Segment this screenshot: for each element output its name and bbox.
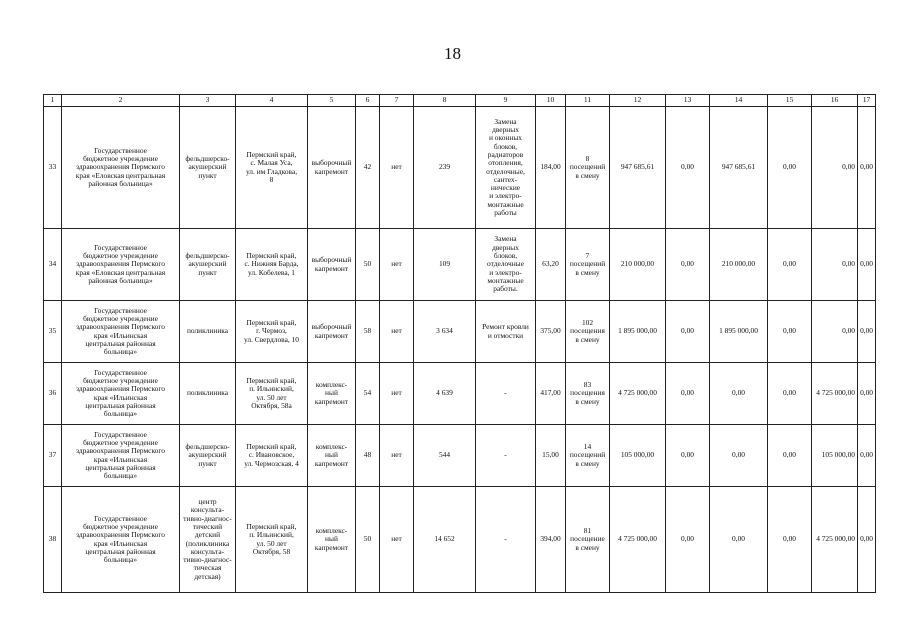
organization-name: Государственное бюджетное учреждение здравоохранения Пермского края «Ильинская центральная районная больница» — [62, 301, 180, 363]
col-16-amount: 4 725 000,00 — [812, 363, 858, 425]
col-7-value: нет — [380, 301, 414, 363]
col-17-amount: 0,00 — [858, 363, 876, 425]
col-16-amount: 105 000,00 — [812, 425, 858, 487]
facility-type: поликлиника — [180, 301, 236, 363]
repair-kind: комплекс- ный капремонт — [308, 363, 356, 425]
col-17-amount: 0,00 — [858, 107, 876, 229]
col-10-value: 375,00 — [536, 301, 566, 363]
planned-works: Замена дверных и оконных блоков, радиаторов отопления, отделочные, сантех- нические и электро- монтажные работы — [476, 107, 536, 229]
facility-address: Пермский край, с. Ивановское, ул. Чермозская, 4 — [236, 425, 308, 487]
col-17-amount: 0,00 — [858, 229, 876, 301]
column-header-4: 4 — [236, 95, 308, 107]
col-6-value: 42 — [356, 107, 380, 229]
facility-type: поликлиника — [180, 363, 236, 425]
col-17-amount: 0,00 — [858, 487, 876, 593]
visits-per-shift: 8 посещений в смену — [566, 107, 610, 229]
col-10-value: 417,00 — [536, 363, 566, 425]
col-6-value: 58 — [356, 301, 380, 363]
capital-repair-table — [43, 94, 876, 593]
row-number: 37 — [44, 425, 62, 487]
col-12-amount: 210 000,00 — [610, 229, 666, 301]
visits-per-shift: 83 посещения в смену — [566, 363, 610, 425]
col-8-value: 3 634 — [414, 301, 476, 363]
organization-name: Государственное бюджетное учреждение здравоохранения Пермского края «Еловская центральная районная больница» — [62, 229, 180, 301]
column-header-11: 11 — [566, 95, 610, 107]
col-15-amount: 0,00 — [768, 107, 812, 229]
col-6-value: 50 — [356, 487, 380, 593]
repair-kind: комплекс- ный капремонт — [308, 487, 356, 593]
col-14-amount: 210 000,00 — [710, 229, 768, 301]
repair-kind: выборочный капремонт — [308, 229, 356, 301]
col-12-amount: 105 000,00 — [610, 425, 666, 487]
organization-name: Государственное бюджетное учреждение здравоохранения Пермского края «Ильинская центральная районная больница» — [62, 425, 180, 487]
column-header-16: 16 — [812, 95, 858, 107]
col-17-amount: 0,00 — [858, 301, 876, 363]
col-6-value: 48 — [356, 425, 380, 487]
col-13-amount: 0,00 — [666, 301, 710, 363]
column-header-13: 13 — [666, 95, 710, 107]
col-16-amount: 0,00 — [812, 229, 858, 301]
col-6-value: 50 — [356, 229, 380, 301]
col-16-amount: 4 725 000,00 — [812, 487, 858, 593]
col-15-amount: 0,00 — [768, 301, 812, 363]
table-row — [44, 229, 876, 301]
visits-per-shift: 14 посещений в смену — [566, 425, 610, 487]
col-13-amount: 0,00 — [666, 425, 710, 487]
column-header-8: 8 — [414, 95, 476, 107]
table-row — [44, 487, 876, 593]
row-number: 35 — [44, 301, 62, 363]
col-13-amount: 0,00 — [666, 229, 710, 301]
col-15-amount: 0,00 — [768, 425, 812, 487]
row-number: 34 — [44, 229, 62, 301]
facility-address: Пермский край, п. Ильинский, ул. 50 лет Октября, 58 — [236, 487, 308, 593]
visits-per-shift: 7 посещений в смену — [566, 229, 610, 301]
col-12-amount: 4 725 000,00 — [610, 363, 666, 425]
row-number: 36 — [44, 363, 62, 425]
col-6-value: 54 — [356, 363, 380, 425]
organization-name: Государственное бюджетное учреждение здравоохранения Пермского края «Еловская центральная районная больница» — [62, 107, 180, 229]
organization-name: Государственное бюджетное учреждение здравоохранения Пермского края «Ильинская центральная районная больница» — [62, 363, 180, 425]
facility-address: Пермский край, г. Чермоз, ул. Свердлова, 10 — [236, 301, 308, 363]
repair-kind: выборочный капремонт — [308, 301, 356, 363]
col-8-value: 239 — [414, 107, 476, 229]
col-15-amount: 0,00 — [768, 487, 812, 593]
column-header-15: 15 — [768, 95, 812, 107]
column-header-17: 17 — [858, 95, 876, 107]
table-row — [44, 301, 876, 363]
col-8-value: 544 — [414, 425, 476, 487]
visits-per-shift: 102 посещения в смену — [566, 301, 610, 363]
page-number: 18 — [444, 44, 461, 63]
col-7-value: нет — [380, 487, 414, 593]
col-16-amount: 0,00 — [812, 301, 858, 363]
col-8-value: 109 — [414, 229, 476, 301]
col-12-amount: 4 725 000,00 — [610, 487, 666, 593]
table-header-row — [44, 95, 876, 107]
column-header-14: 14 — [710, 95, 768, 107]
column-header-2: 2 — [62, 95, 180, 107]
col-7-value: нет — [380, 229, 414, 301]
col-10-value: 184,00 — [536, 107, 566, 229]
table-row — [44, 107, 876, 229]
planned-works: - — [476, 487, 536, 593]
col-13-amount: 0,00 — [666, 107, 710, 229]
col-8-value: 4 639 — [414, 363, 476, 425]
organization-name: Государственное бюджетное учреждение здравоохранения Пермского края «Ильинская центральная районная больница» — [62, 487, 180, 593]
col-8-value: 14 652 — [414, 487, 476, 593]
col-10-value: 63,20 — [536, 229, 566, 301]
col-10-value: 15,00 — [536, 425, 566, 487]
repair-kind: комплекс- ный капремонт — [308, 425, 356, 487]
facility-type: фельдшерско- акушерский пункт — [180, 229, 236, 301]
col-7-value: нет — [380, 363, 414, 425]
facility-address: Пермский край, с. Малая Уса, ул. им Гладкова, 8 — [236, 107, 308, 229]
col-15-amount: 0,00 — [768, 229, 812, 301]
column-header-9: 9 — [476, 95, 536, 107]
col-13-amount: 0,00 — [666, 487, 710, 593]
visits-per-shift: 81 посещение в смену — [566, 487, 610, 593]
row-number: 38 — [44, 487, 62, 593]
col-14-amount: 947 685,61 — [710, 107, 768, 229]
col-12-amount: 947 685,61 — [610, 107, 666, 229]
col-14-amount: 0,00 — [710, 363, 768, 425]
column-header-7: 7 — [380, 95, 414, 107]
facility-type: фельдшерско- акушерский пункт — [180, 425, 236, 487]
column-header-10: 10 — [536, 95, 566, 107]
column-header-5: 5 — [308, 95, 356, 107]
repair-kind: выборочный капремонт — [308, 107, 356, 229]
column-header-6: 6 — [356, 95, 380, 107]
col-12-amount: 1 895 000,00 — [610, 301, 666, 363]
planned-works: Замена дверных блоков, отделочные и электро- монтажные работы. — [476, 229, 536, 301]
col-14-amount: 1 895 000,00 — [710, 301, 768, 363]
col-16-amount: 0,00 — [812, 107, 858, 229]
table-row — [44, 425, 876, 487]
column-header-3: 3 — [180, 95, 236, 107]
col-13-amount: 0,00 — [666, 363, 710, 425]
planned-works: Ремонт кровли и отмостки — [476, 301, 536, 363]
planned-works: - — [476, 425, 536, 487]
row-number: 33 — [44, 107, 62, 229]
facility-type: центр консульта- тивно-диагнос- тический детский (поликлиника консульта- тивно-диагнос- тическая детская) — [180, 487, 236, 593]
col-15-amount: 0,00 — [768, 363, 812, 425]
column-header-12: 12 — [610, 95, 666, 107]
table-row — [44, 363, 876, 425]
col-14-amount: 0,00 — [710, 487, 768, 593]
planned-works: - — [476, 363, 536, 425]
col-7-value: нет — [380, 425, 414, 487]
facility-address: Пермский край, с. Нижняя Барда, ул. Кобелева, 1 — [236, 229, 308, 301]
column-header-1: 1 — [44, 95, 62, 107]
col-10-value: 394,00 — [536, 487, 566, 593]
col-17-amount: 0,00 — [858, 425, 876, 487]
facility-address: Пермский край, п. Ильинский, ул. 50 лет Октября, 58а — [236, 363, 308, 425]
col-7-value: нет — [380, 107, 414, 229]
col-14-amount: 0,00 — [710, 425, 768, 487]
facility-type: фельдшерско- акушерский пункт — [180, 107, 236, 229]
